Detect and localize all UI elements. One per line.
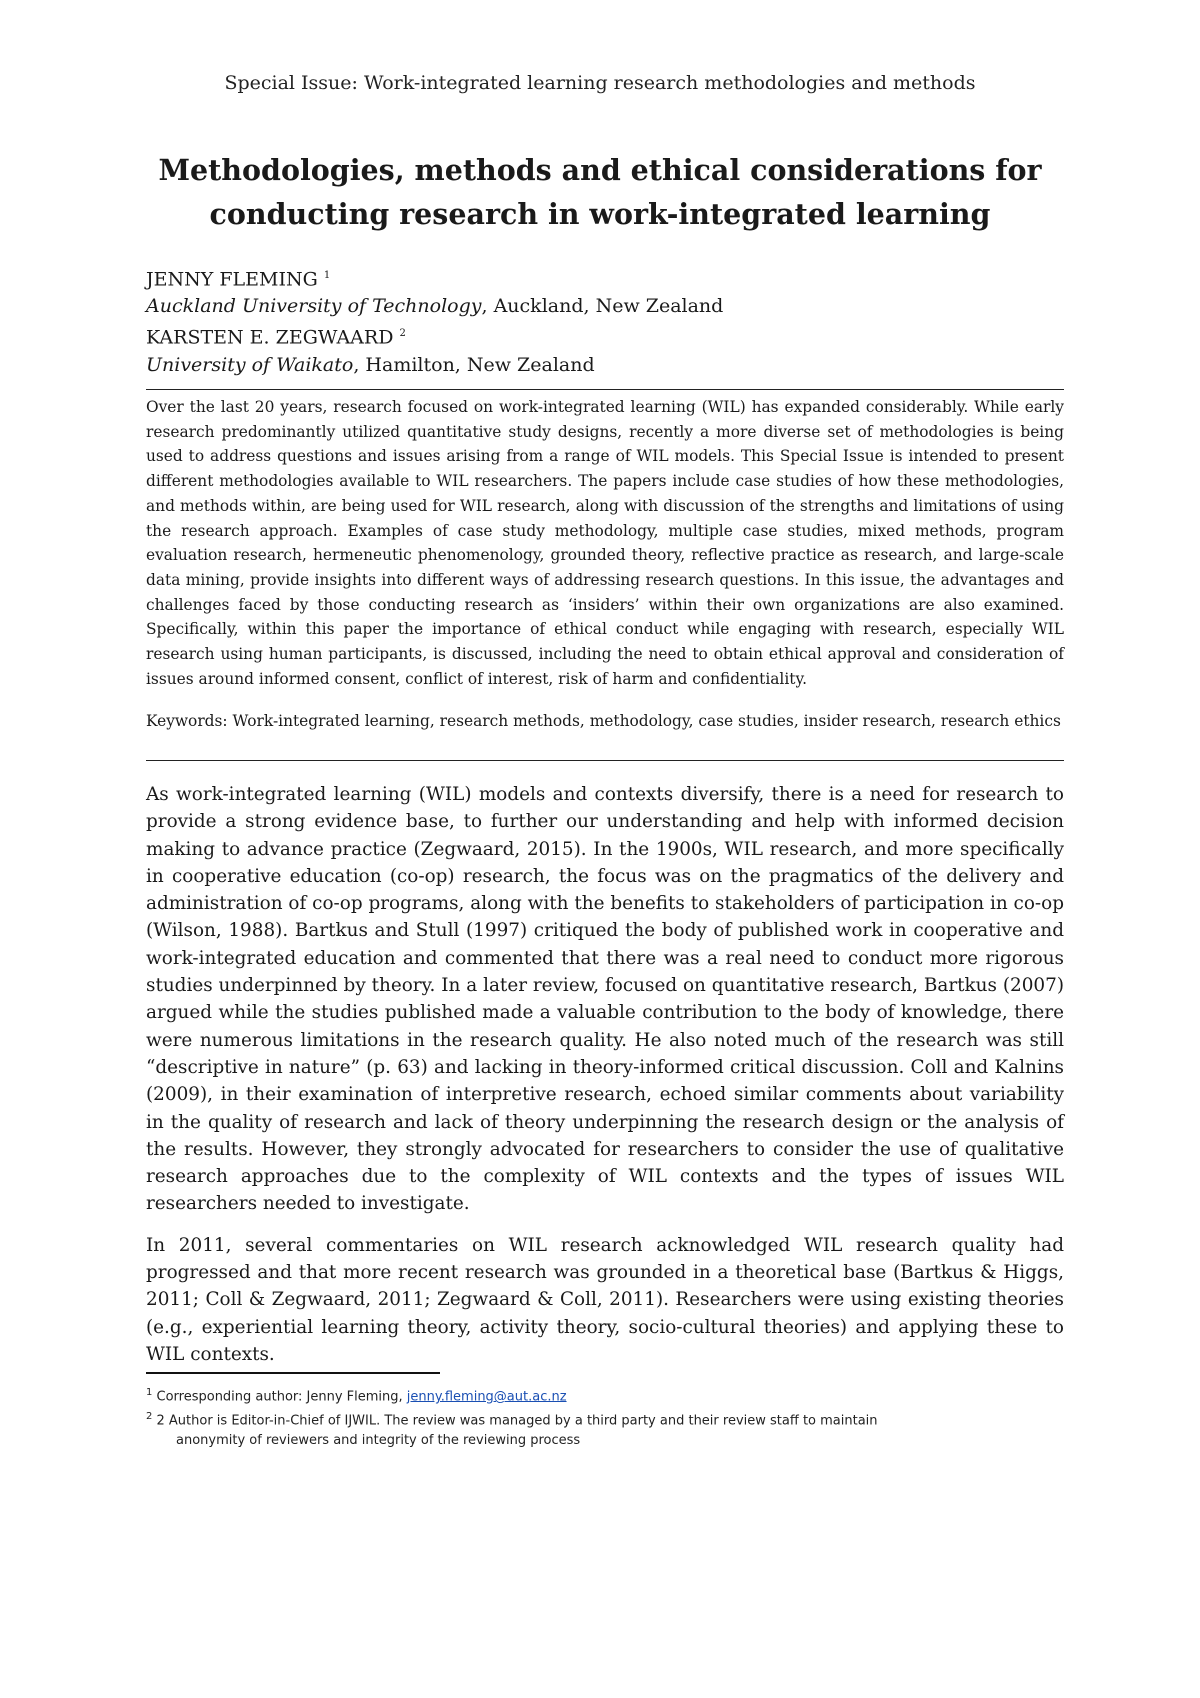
author-block [146,262,1046,379]
body-paragraph-2: In 2011, several commentaries on WIL research acknowledged WIL research quality had progressed and that more recent research was grounded in a theoretical base (Bartkus & Higgs, 2011; Coll & Zegwaard, 2011; Zegwaard & Coll, 2011). Researchers were using existing theories (e.g., experiential learning theory, activity theory, socio-cultural theories) and applying these to WIL contexts. [146,1234,1064,1365]
abstract-bottom-rule [146,760,1064,761]
keywords: Keywords: Work-integrated learning, research methods, methodology, case studies, insider research, research ethics [146,712,1061,730]
footnote-2: $^2$ 2 Author is Editor-in-Chief of IJWIL. The review was managed by a third party and their review staff to maintain anonymity of reviewers and integrity of the reviewing process [146,1411,878,1449]
author-2-affiliation: University of Waikato, Hamilton, New Zealand [146,353,595,376]
abstract [146,395,1064,691]
body-paragraph-1: As work-integrated learning (WIL) models and contexts diversify, there is a need for research to provide a strong evidence base, to further our understanding and help with informed decision making to advance practice (Zegwaard, 2015). In the 1900s, WIL research, and more specifically in cooperative education (co-op) research, the focus was on the pragmatics of the delivery and administration of co-op programs, along with the benefits to stakeholders of participation in co-op (Wilson, 1988). Bartkus and Stull (1997) critiqued the body of published work in cooperative and work-integrated education and commented that there was a real need to conduct more rigorous studies underpinned by theory. In a later review, focused on quantitative research, Bartkus (2007) argued while the studies published made a valuable contribution to the body of knowledge, there were numerous limitations in the research quality. He also noted much of the research was still “descriptive in nature” (p. 63) and lacking in theory-informed critical discussion. Coll and Kalnins (2009), in their examination of interpretive research, echoed similar comments about variability in the quality of research and lack of theory underpinning the research design or the analysis of the results. However, they strongly advocated for researchers to consider the use of qualitative research approaches due to the complexity of WIL contexts and the types of issues WIL researchers needed to investigate. [146,784,1064,1215]
author-2-name: KARSTEN E. ZEGWAARD $^2$ [146,326,406,349]
footnote-separator [146,1372,440,1374]
footnote-marker-1: 1 [323,270,331,281]
body-text [146,781,1064,1382]
abstract-text: Over the last 20 years, research focused on work-integrated learning (WIL) has expanded considerably. While early research predominantly utilized quantitative study designs, recently a more diverse set of methodologies is being used to address questions and issues arising from a range of WIL models. This Special Issue is intended to present different methodologies available to WIL researchers. The papers include case studies of how these methodologies, and methods within, are being used for WIL research, along with discussion of the strengths and limitations of using the research approach. Examples of case study methodology, multiple case studies, mixed methods, program evaluation research, hermeneutic phenomenology, grounded theory, reflective practice as research, and large-scale data mining, provide insights into different ways of addressing research questions. In this issue, the advantages and challenges faced by those conducting research as ‘insiders’ within their own organizations are also examined. Specifically, within this paper the importance of ethical conduct while engaging with research, especially WIL research using human participants, is discussed, including the need to obtain ethical approval and consideration of issues around informed consent, conflict of interest, risk of harm and confidentiality. [146,398,1064,688]
footnote-marker-2: 2 [399,328,406,340]
paper-title-line-2: conducting research in work-integrated learning [209,197,991,231]
author-email-link[interactable]: jenny.fleming@aut.ac.nz [406,1389,567,1405]
footnote-1: $^1$ Corresponding author: Jenny Fleming, jenny.fleming@aut.ac.nz [146,1387,567,1405]
abstract-top-rule [146,389,1064,390]
paper-title [120,148,1080,236]
paper-title-line-1: Methodologies, methods and ethical considerations for [158,153,1042,187]
author-1-name: JENNY FLEMING $^1$ [146,268,331,291]
author-1-affiliation: Auckland University of Technology, Auckland, New Zealand [146,295,724,318]
running-head: Special Issue: Work-integrated learning research methodologies and methods [224,72,976,94]
